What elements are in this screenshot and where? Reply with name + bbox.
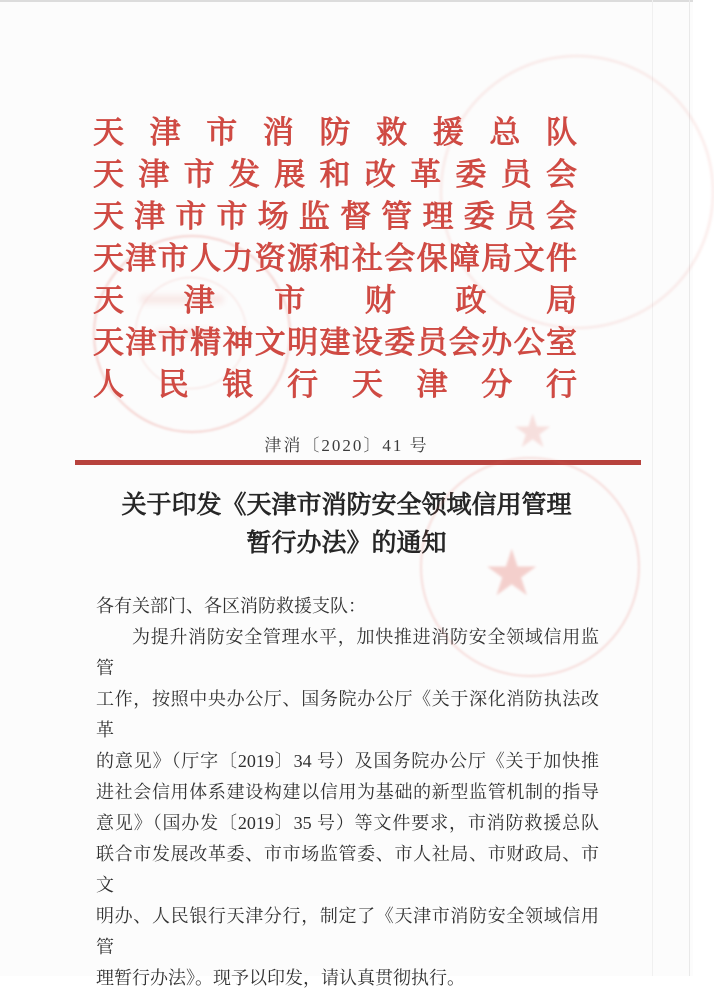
agency-line: 天津市人力资源和社会保障局文件 bbox=[93, 241, 577, 276]
seal-star-icon: ★ bbox=[512, 404, 554, 458]
body-paragraph-line: 的意见》（厅字〔2019〕34 号）及国务院办公厅《关于加快推 bbox=[96, 751, 599, 771]
agency-line: 天津市发展和改革委员会 bbox=[93, 157, 577, 192]
agency-line: 人民银行天津分行 bbox=[93, 367, 577, 402]
agency-line: 天津市精神文明建设委员会办公室 bbox=[93, 325, 577, 360]
document-title-line-2: 暂行办法》的通知 bbox=[246, 530, 447, 557]
agency-line: 天津市消防救援总队 bbox=[93, 115, 577, 150]
salutation-line: 各有关部门、各区消防救援支队： bbox=[96, 596, 366, 616]
body-paragraph-line: 理暂行办法》。现予以印发，请认真贯彻执行。 bbox=[96, 968, 465, 988]
scan-top-edge bbox=[0, 0, 693, 2]
body-paragraph-line: 联合市发展改革委、市市场监管委、市人社局、市财政局、市文 bbox=[96, 844, 599, 895]
document-title-line-1: 关于印发《天津市消防安全领域信用管理 bbox=[121, 492, 572, 519]
document-body bbox=[96, 591, 599, 994]
body-paragraph-line: 为提升消防安全管理水平，加快推进消防安全领域信用监管 bbox=[96, 627, 599, 678]
red-divider-rule bbox=[75, 460, 641, 465]
letterhead-agency-list bbox=[93, 112, 577, 406]
body-paragraph-line: 进社会信用体系建设构建以信用为基础的新型监管机制的指导 bbox=[96, 782, 599, 802]
body-paragraph-line: 意见》（国办发〔2019〕35 号）等文件要求，市消防救援总队 bbox=[96, 813, 599, 833]
seal-star-icon: ★ bbox=[483, 537, 541, 611]
agency-line: 天津市市场监督管理委员会 bbox=[93, 199, 577, 234]
agency-line: 天津市财政局 bbox=[93, 283, 577, 318]
document-reference-number: 津消〔2020〕41 号 bbox=[264, 436, 429, 455]
body-paragraph-line: 工作，按照中央办公厅、国务院办公厅《关于深化消防执法改革 bbox=[96, 689, 599, 740]
body-paragraph-line: 明办、人民银行天津分行，制定了《天津市消防安全领域信用管 bbox=[96, 906, 599, 957]
document-title bbox=[0, 487, 693, 563]
